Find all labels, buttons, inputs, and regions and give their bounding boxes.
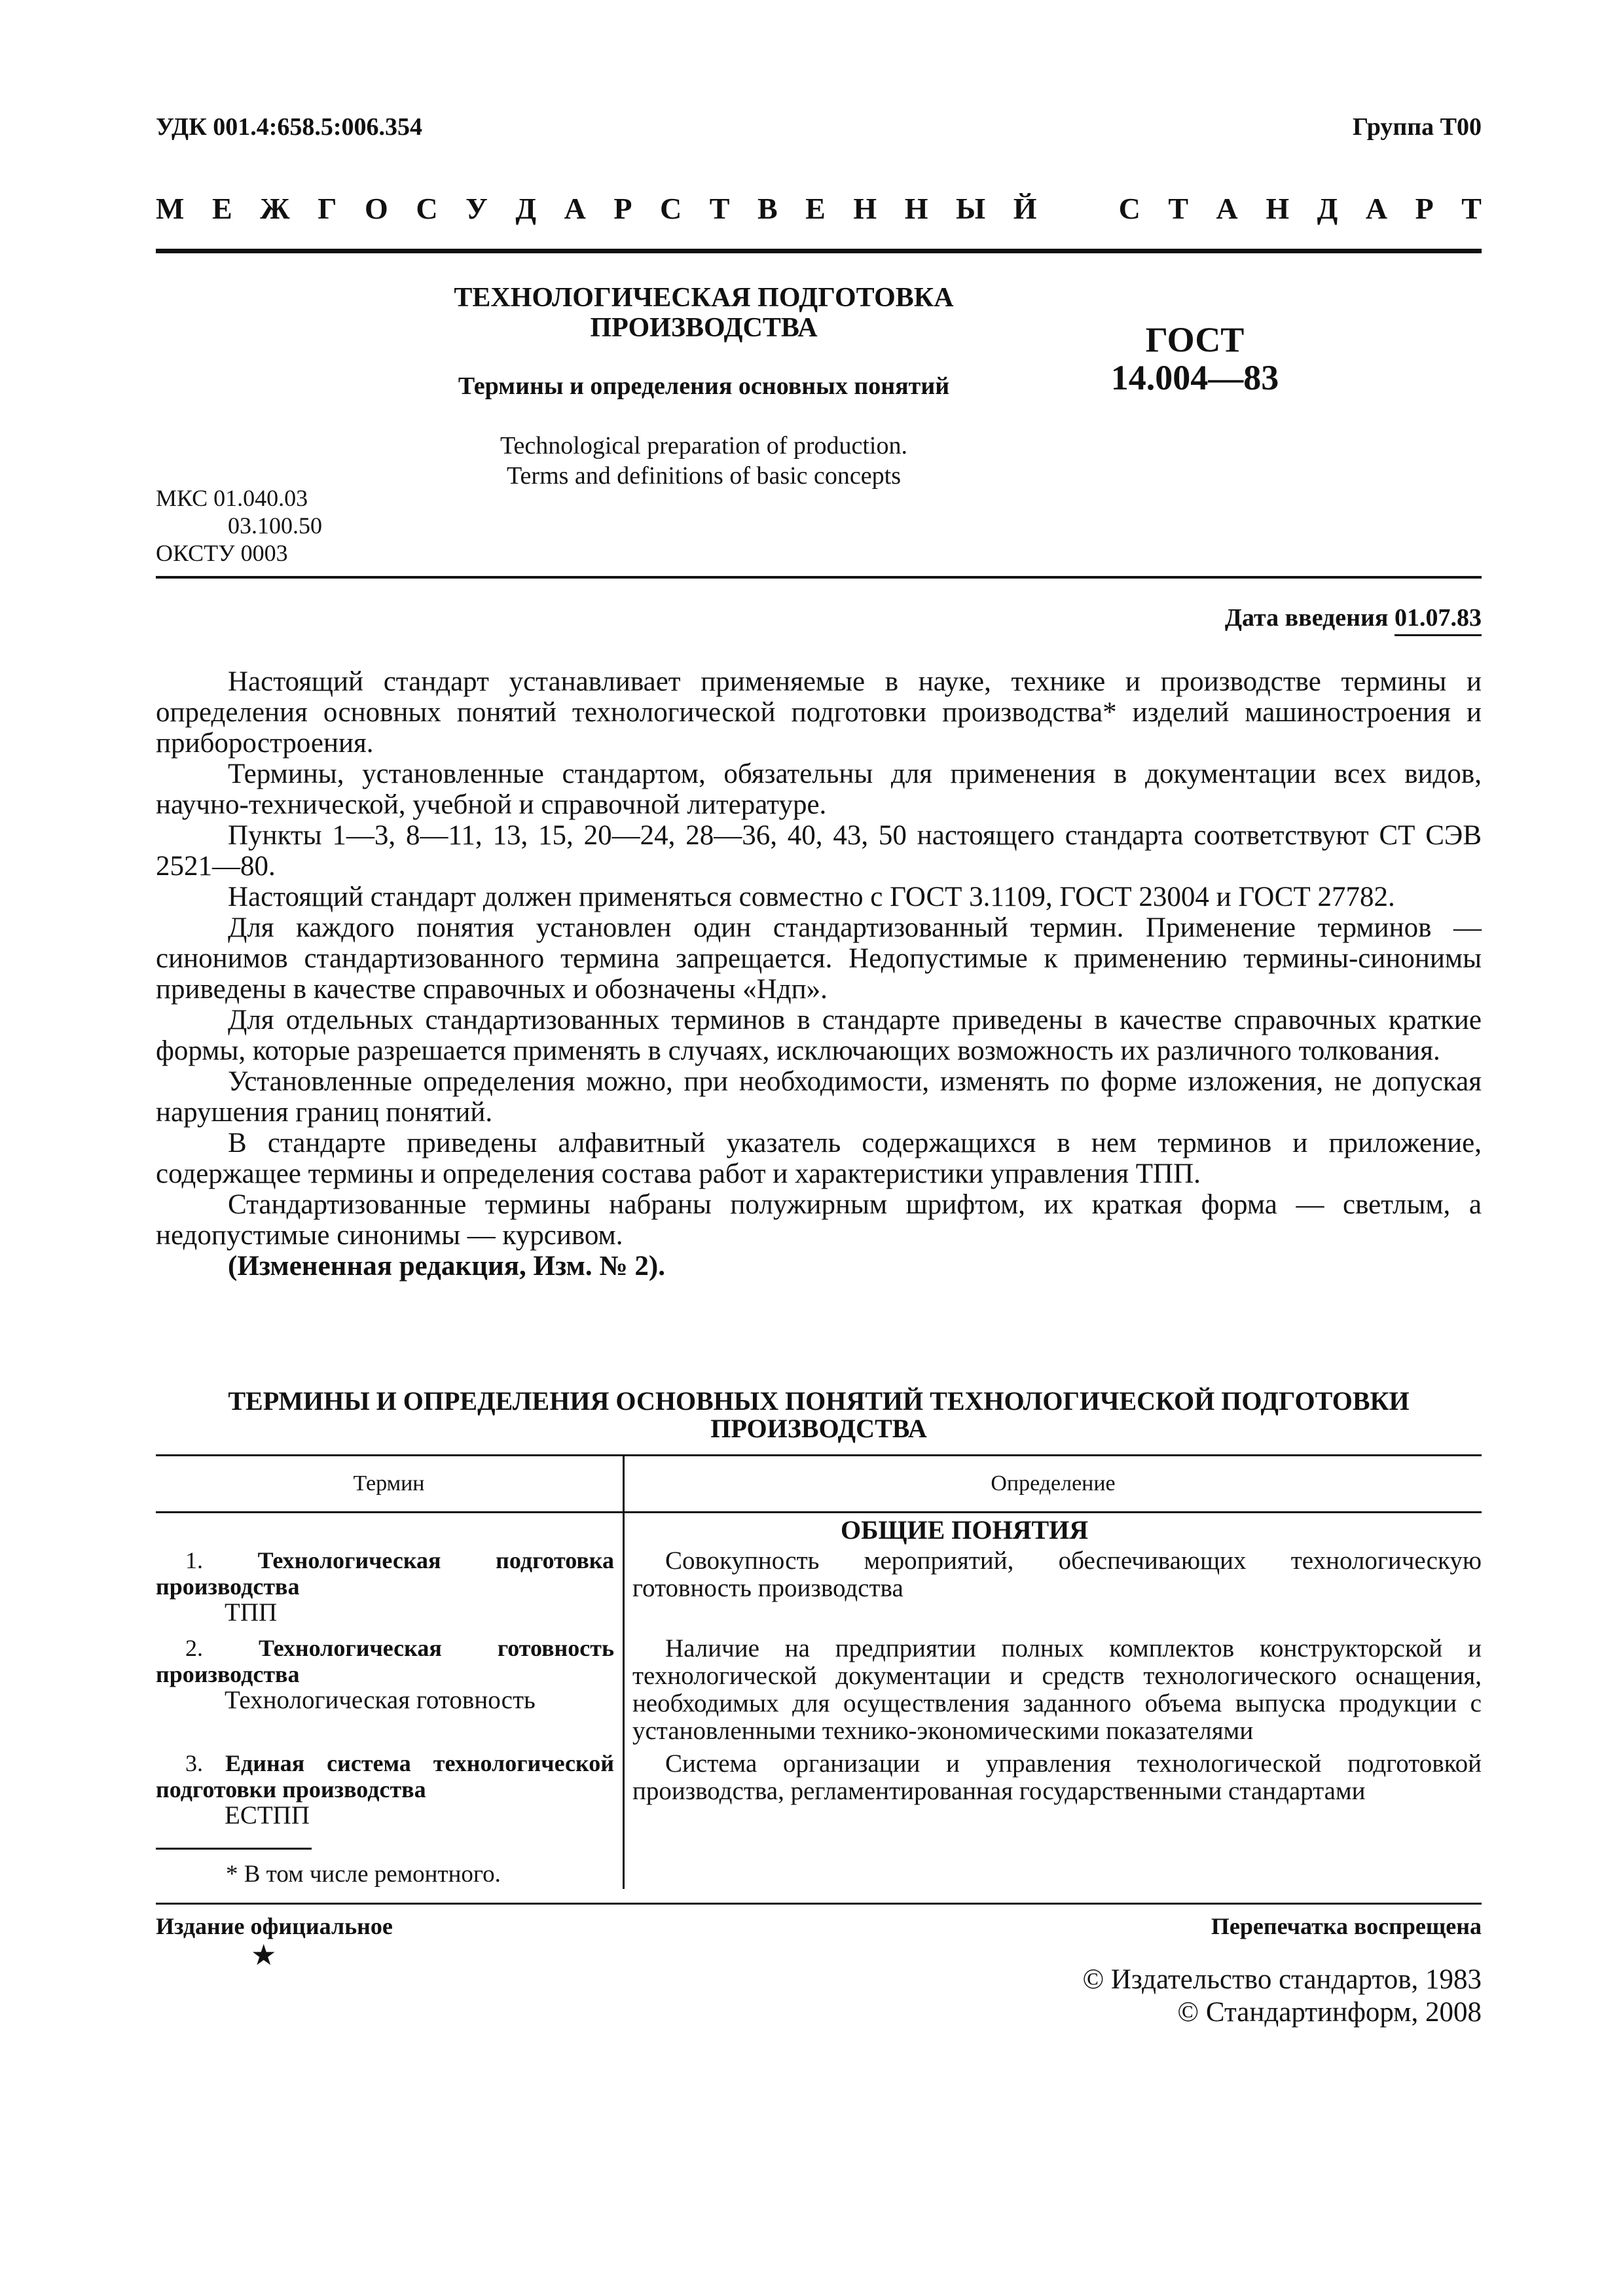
copyright-line-1: © Издательство стандартов, 1983 <box>1082 1964 1482 1995</box>
date-label: Дата введения <box>1224 604 1389 632</box>
udk-code: УДК 001.4:658.5:006.354 <box>156 113 423 141</box>
paragraph: Стандартизованные термины набраны полужирным шрифтом, их краткая форма — светлым, а недопустимые синонимы — курсивом. <box>156 1189 1482 1251</box>
definition-cell: Совокупность мероприятий, обеспечивающих технологическую готовность производства <box>632 1547 1482 1602</box>
term-number: 2. <box>185 1635 203 1661</box>
term-short-form: ТПП <box>225 1598 278 1626</box>
banner-letter <box>1065 191 1091 226</box>
gost-designation <box>1087 321 1303 397</box>
paragraph: Для каждого понятия установлен один стандартизованный термин. Применение терминов — синонимов стандартизованного термина запрещается. Недопустимые к применению термины-синонимы приведены в качестве справочных и обозначены «Ндп». <box>156 912 1482 1005</box>
banner-letter: М <box>156 192 185 225</box>
banner-letter: Т <box>1461 192 1482 225</box>
footnote: * В том числе ремонтного. <box>226 1861 501 1888</box>
term-name: Единая система технологической подготовки производства <box>156 1750 615 1803</box>
interstate-standard-banner <box>156 191 1482 226</box>
paragraph: Для отдельных стандартизованных терминов в стандарте приведены в качестве справочных краткие формы, которые разрешается применять в случаях, исключающих возможность их различного толкования. <box>156 1005 1482 1066</box>
banner-letter: Е <box>805 192 826 225</box>
banner-letter: Ы <box>956 192 986 225</box>
title-line-1: ТЕХНОЛОГИЧЕСКАЯ ПОДГОТОВКА <box>454 283 954 313</box>
term-name: Технологическая подготовка производства <box>156 1547 615 1600</box>
banner-letter: Н <box>853 192 877 225</box>
terms-table: Термин Определение ОБЩИЕ ПОНЯТИЯ 1. Технологическая подготовка производства ТПП Совокупность мероприятий, обеспечивающих технологическую готовность производства 2. Технологическая готовность производства Технологическая готовность Наличие на предприятии полных комплектов конструкторской и технологической документации и средств технологического оснащения, необходимых для осуществления заданного объема выпуска продукции с установленными технико-экономическими показателями 3. Единая система технологической подготовки производства ЕСТПП Система организации и управления технологической подготовкой производства, регламентированная государственными стандартами <box>156 1454 1482 1513</box>
mks-code-1: МКС 01.040.03 <box>156 485 308 511</box>
banner-letter: Н <box>1266 192 1290 225</box>
official-edition-label: Издание официальное <box>156 1913 393 1939</box>
banner-letter: Н <box>904 192 928 225</box>
banner-letter: С <box>416 192 438 225</box>
banner-letter: Д <box>1317 192 1338 225</box>
mks-code-2: 03.100.50 <box>228 512 322 539</box>
paragraph: В стандарте приведены алфавитный указатель содержащихся в нем терминов и приложение, содержащее термины и определения состава работ и характеристики управления ТПП. <box>156 1128 1482 1189</box>
header-rule <box>156 249 1482 253</box>
banner-letter: Е <box>211 192 232 225</box>
banner-letter: Ж <box>260 192 290 225</box>
banner-letter: С <box>1118 192 1140 225</box>
okstu-code: ОКСТУ 0003 <box>156 540 288 566</box>
term-number: 3. <box>185 1750 203 1776</box>
copyright-block <box>1082 1964 1482 2029</box>
definition-cell: Система организации и управления технологической подготовкой производства, регламентированная государственными стандартами <box>632 1749 1482 1805</box>
date-of-introduction <box>1225 603 1482 632</box>
banner-letter: В <box>757 192 778 225</box>
term-number: 1. <box>185 1547 203 1573</box>
banner-letter: О <box>365 192 388 225</box>
classification-codes <box>156 484 322 567</box>
section-title <box>156 1388 1482 1443</box>
star-icon: ★ <box>251 1939 277 1971</box>
group-code: Группа Т00 <box>1352 113 1482 141</box>
column-header-term: Термин <box>353 1471 425 1496</box>
column-divider <box>623 1509 625 1889</box>
banner-letter: А <box>564 192 586 225</box>
title-rule <box>156 576 1482 579</box>
banner-letter: Т <box>709 192 730 225</box>
table-header <box>156 1454 1482 1513</box>
term-name: Технологическая готовность производства <box>156 1635 614 1687</box>
banner-letter: Р <box>613 192 632 225</box>
banner-letter: А <box>1216 192 1238 225</box>
term-cell <box>156 1750 614 1829</box>
term-cell <box>156 1547 614 1626</box>
footnote-rule <box>156 1848 312 1850</box>
title-block <box>393 283 1015 491</box>
paragraph: Термины, установленные стандартом, обязательны для применения в документации всех видов, научно-технической, учебной и справочной литературе. <box>156 759 1482 820</box>
banner-letter: А <box>1365 192 1388 225</box>
reprint-prohibited-label: Перепечатка воспрещена <box>1211 1913 1482 1939</box>
title-line-2: ПРОИЗВОДСТВА <box>590 313 818 343</box>
banner-letter: Г <box>318 192 337 225</box>
english-title-line-1: Technological preparation of production. <box>500 432 907 459</box>
gost-label: ГОСТ <box>1145 320 1245 359</box>
preamble-text <box>156 666 1482 1282</box>
banner-letter: Д <box>515 192 537 225</box>
paragraph: Пункты 1—3, 8—11, 13, 15, 20—24, 28—36, 40, 43, 50 настоящего стандарта соответствуют СТ СЭВ 2521—80. <box>156 820 1482 882</box>
paragraph: Установленные определения можно, при необходимости, изменять по форме изложения, не допуская нарушения границ понятий. <box>156 1066 1482 1128</box>
term-short-form: ЕСТПП <box>225 1801 310 1829</box>
section-title-line-1: ТЕРМИНЫ И ОПРЕДЕЛЕНИЯ ОСНОВНЫХ ПОНЯТИЙ ТЕХНОЛОГИЧЕСКОЙ ПОДГОТОВКИ <box>228 1386 1410 1416</box>
english-title-line-2: Terms and definitions of basic concepts <box>506 462 901 490</box>
paragraph: Настоящий стандарт устанавливает применяемые в науке, технике и производстве термины и определения основных понятий технологической подготовки производства* изделий машиностроения и приборостроения. <box>156 666 1482 759</box>
banner-letter: С <box>659 192 682 225</box>
amendment-note: (Измененная редакция, Изм. № 2). <box>228 1251 665 1282</box>
term-short-form: Технологическая готовность <box>225 1686 536 1714</box>
banner-letter: Т <box>1168 192 1189 225</box>
banner-letter: Р <box>1415 192 1434 225</box>
paragraph: Настоящий стандарт должен применяться совместно с ГОСТ 3.1109, ГОСТ 23004 и ГОСТ 27782. <box>228 882 1395 912</box>
section-title-line-2: ПРОИЗВОДСТВА <box>710 1414 927 1443</box>
copyright-line-2: © Стандартинформ, 2008 <box>1177 1997 1482 2028</box>
footer-rule <box>156 1903 1482 1905</box>
column-header-definition: Определение <box>991 1471 1116 1496</box>
banner-letter: Й <box>1013 192 1037 225</box>
term-cell <box>156 1635 614 1713</box>
definition-cell: Наличие на предприятии полных комплектов конструкторской и технологической документации и средств технологического оснащения, необходимых для осуществления заданного объема выпуска продукции с установленными технико-экономическими показателями <box>632 1634 1482 1745</box>
gost-number: 14.004—83 <box>1110 358 1279 397</box>
banner-letter: У <box>465 192 488 225</box>
subtitle: Термины и определения основных понятий <box>458 372 950 400</box>
date-value: 01.07.83 <box>1395 604 1482 636</box>
